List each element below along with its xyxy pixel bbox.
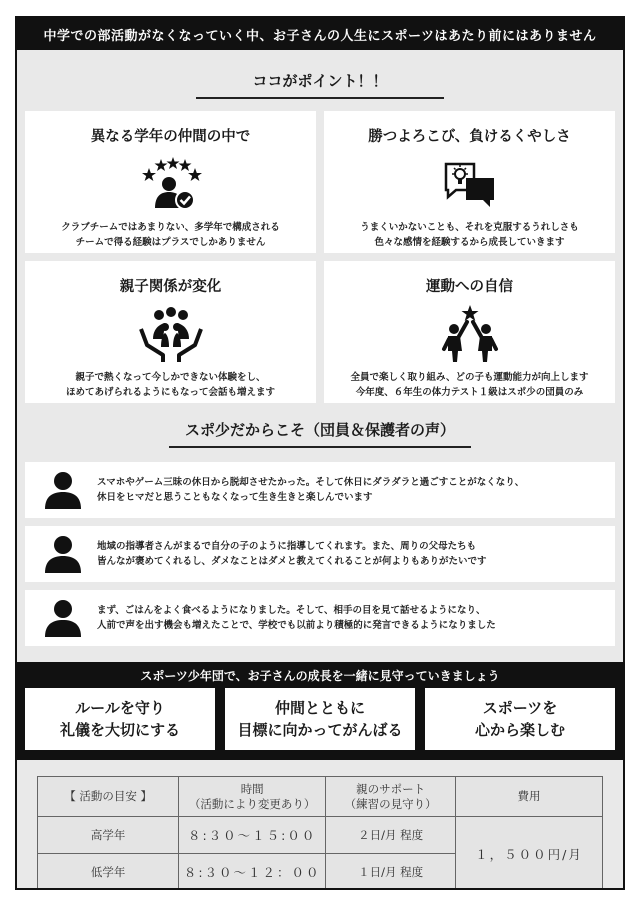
slogan-box: ルールを守り 礼儀を大切にする — [25, 688, 215, 750]
points-section — [17, 50, 623, 662]
table-header-row — [38, 777, 603, 817]
slogan-section — [17, 662, 623, 760]
point-title: 勝つよろこび、負けるくやしさ — [368, 129, 571, 145]
point-text: うまくいかないことも、それを克服するうれしさも 色々な感情を経験するから成長していきます — [360, 222, 579, 248]
high-five-star-icon — [324, 304, 615, 364]
slogan-box: スポーツを 心から楽しむ — [425, 688, 615, 750]
top-banner: 中学での部活動がなくなっていく中、お子さんの人生にスポーツはあたり前にはありません — [17, 18, 623, 50]
point-text: クラブチームではあまりない、多学年で構成される チームで得る経験はプラスでしかありません — [61, 222, 280, 248]
team-stars-icon — [25, 154, 316, 214]
point-text: 親子で熱くなって今しかできない体験をし、 ほめてあげられるようにもなって会話も増えます — [65, 372, 275, 398]
point-card-emotions — [324, 111, 615, 253]
table-row: 低学年 ８:３０～１２：００ １日/月 程度 — [38, 854, 603, 891]
voice-item: スマホやゲーム三昧の休日から脱却させたかった。そして休日にダラダラと過ごすことがなくなり、 休日をヒマだと思うこともなくなって生き生きと楽しんでいます — [25, 462, 615, 518]
voice-item: まず、ごはんをよく食べるようになりました。そして、相手の目を見て話せるようになり、 人前で声を出す機会も増えたことで、学校でも以前より積極的に発言できるようになりました — [25, 590, 615, 646]
table-row: 高学年 ８:３０～１５:００ ２日/月 程度 １，５００円/月 — [38, 817, 603, 854]
person-icon — [43, 470, 83, 510]
point-card-mixed-grades — [25, 111, 316, 253]
point-title: 親子関係が変化 — [119, 279, 222, 295]
family-hands-icon — [25, 304, 316, 364]
point-title: 運動への自信 — [426, 279, 513, 295]
slogan-box: 仲間とともに 目標に向かってがんばる — [225, 688, 415, 750]
voice-item: 地域の指導者さんがまるで自分の子のように指導してくれます。また、周りの父母たちも 皆んなが褒めてくれるし、ダメなことはダメと教えてくれることが何よりもありがたいです — [25, 526, 615, 582]
point-title: 異なる学年の仲間の中で — [90, 129, 251, 145]
bottom-banner: スポーツ少年団で、お子さんの成長を一緒に見守っていきましょう — [140, 668, 500, 683]
person-icon — [43, 534, 83, 574]
table-header: 費用 — [456, 777, 603, 817]
points-grid — [25, 111, 615, 403]
table-header: 【 活動の目安 】 — [38, 777, 179, 817]
activity-table-section — [17, 760, 623, 890]
slogan-row — [25, 688, 615, 750]
voices-list — [25, 462, 615, 656]
voices-heading: スポ少だからこそ（団員＆保護者の声） — [25, 419, 615, 448]
points-heading: ココがポイント！！ — [25, 70, 615, 99]
idea-chat-icon — [324, 154, 615, 214]
point-text: 全員で楽しく取り組み、どの子も運動能力が向上します 今年度、６年生の体力テスト１級はスポ少の団員のみ — [350, 372, 589, 398]
person-icon — [43, 598, 83, 638]
table-header: 時間 （活動により変更あり） — [179, 777, 326, 817]
table-header: 親のサポート （練習の見守り） — [326, 777, 456, 817]
point-card-family — [25, 261, 316, 403]
activity-table — [37, 776, 603, 890]
fee-cell: １，５００円/月 — [456, 817, 603, 891]
flyer — [15, 16, 625, 890]
point-card-confidence — [324, 261, 615, 403]
